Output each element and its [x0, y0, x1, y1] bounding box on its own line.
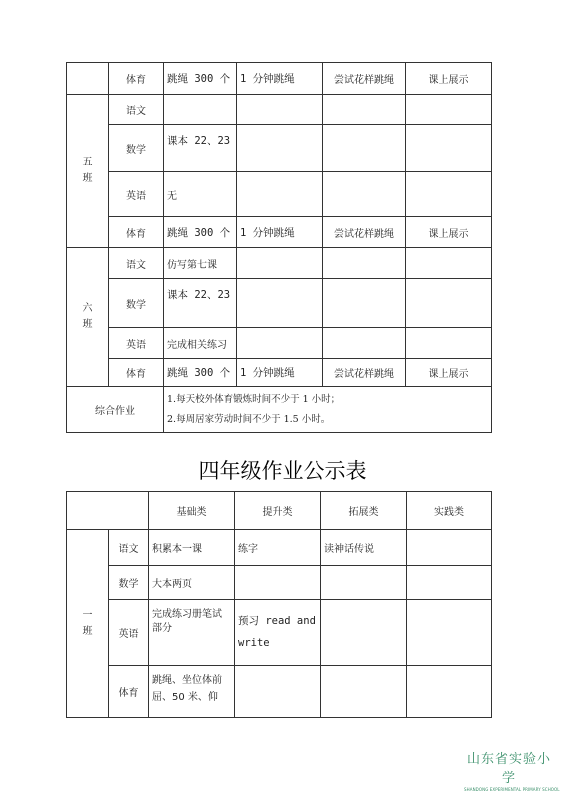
class-cell	[67, 63, 109, 95]
extend-cell	[323, 125, 406, 172]
school-logo-cn: 山东省实验小学	[466, 752, 551, 786]
basic-cell: 无	[164, 172, 237, 217]
improve-cell	[237, 248, 323, 279]
extend-cell: 尝试花样跳绳	[323, 217, 406, 248]
improve-cell: 练字	[235, 530, 321, 566]
table-row	[67, 566, 492, 600]
subject-cell: 数学	[109, 125, 164, 172]
subject-cell: 语文	[109, 248, 164, 279]
subject-cell: 体育	[109, 359, 164, 387]
improve-cell: 1 分钟跳绳	[237, 63, 323, 95]
table-row	[67, 172, 492, 217]
table-row	[67, 279, 492, 328]
subject-cell: 英语	[109, 600, 149, 666]
grade4-homework-table	[66, 491, 492, 718]
table-row	[67, 666, 492, 718]
header-basic: 基础类	[149, 492, 235, 530]
subject-cell: 数学	[109, 566, 149, 600]
header-row	[67, 492, 492, 530]
extend-cell	[323, 279, 406, 328]
extend-cell: 读神话传说	[321, 530, 407, 566]
basic-cell: 课本 22、23	[164, 279, 237, 328]
practice-cell	[407, 600, 492, 666]
practice-cell	[406, 279, 492, 328]
header-improve: 提升类	[235, 492, 321, 530]
improve-cell	[235, 566, 321, 600]
practice-cell	[406, 172, 492, 217]
improve-cell	[237, 279, 323, 328]
improve-cell	[237, 95, 323, 125]
subject-cell: 数学	[109, 279, 164, 328]
extend-cell	[323, 328, 406, 359]
table-row	[67, 63, 492, 95]
summary-content	[164, 387, 492, 433]
summary-label: 综合作业	[67, 387, 164, 433]
basic-cell: 课本 22、23	[164, 125, 237, 172]
improve-cell	[237, 125, 323, 172]
homework-table-continued	[66, 62, 492, 433]
class-name-cell: 五 班	[67, 95, 109, 248]
summary-row	[67, 387, 492, 433]
table-row	[67, 530, 492, 566]
basic-cell: 完成练习册笔试部分	[149, 600, 235, 666]
improve-cell: 预习 read and write	[235, 600, 321, 666]
extend-cell	[321, 600, 407, 666]
extend-cell	[323, 95, 406, 125]
basic-cell	[164, 95, 237, 125]
subject-cell: 英语	[109, 328, 164, 359]
header-extend: 拓展类	[321, 492, 407, 530]
practice-cell	[407, 530, 492, 566]
extend-cell	[321, 666, 407, 718]
basic-cell: 跳绳、坐位体前屈、50 米、仰	[149, 666, 235, 718]
basic-cell: 大本两页	[149, 566, 235, 600]
practice-cell	[406, 125, 492, 172]
extend-cell: 尝试花样跳绳	[323, 359, 406, 387]
table-row	[67, 359, 492, 387]
practice-cell	[406, 328, 492, 359]
page-title: 四年级作业公示表	[198, 459, 367, 483]
practice-cell	[407, 566, 492, 600]
extend-cell	[321, 566, 407, 600]
subject-cell: 体育	[109, 217, 164, 248]
table-row	[67, 125, 492, 172]
summary-line-1: 1.每天校外体育锻炼时间不少于 1 小时；	[167, 393, 341, 405]
basic-cell: 积累本一课	[149, 530, 235, 566]
practice-cell	[406, 95, 492, 125]
extend-cell	[323, 248, 406, 279]
improve-cell	[237, 172, 323, 217]
basic-cell: 仿写第七课	[164, 248, 237, 279]
extend-cell	[323, 172, 406, 217]
basic-cell: 完成相关练习	[164, 328, 237, 359]
basic-cell: 跳绳 300 个	[164, 217, 237, 248]
subject-cell: 语文	[109, 95, 164, 125]
improve-cell	[235, 666, 321, 718]
table-row	[67, 328, 492, 359]
improve-cell	[237, 328, 323, 359]
improve-cell: 1 分钟跳绳	[237, 217, 323, 248]
school-logo-en: SHANDONG EXPERIMENTAL PRIMARY SCHOOL	[464, 787, 560, 792]
header-practice: 实践类	[407, 492, 492, 530]
table-row	[67, 95, 492, 125]
basic-cell: 跳绳 300 个	[164, 63, 237, 95]
subject-cell: 语文	[109, 530, 149, 566]
subject-cell: 英语	[109, 172, 164, 217]
summary-line-2: 2.每周居家劳动时间不少于 1.5 小时。	[167, 413, 331, 425]
table-row	[67, 600, 492, 666]
corner-cell	[67, 492, 149, 530]
table-row	[67, 248, 492, 279]
subject-cell: 体育	[109, 666, 149, 718]
school-logo	[464, 748, 560, 792]
class-name-cell: 一 班	[67, 530, 109, 718]
extend-cell: 尝试花样跳绳	[323, 63, 406, 95]
improve-cell: 1 分钟跳绳	[237, 359, 323, 387]
subject-cell: 体育	[109, 63, 164, 95]
practice-cell	[406, 248, 492, 279]
practice-cell	[407, 666, 492, 718]
practice-cell: 课上展示	[406, 63, 492, 95]
practice-cell: 课上展示	[406, 217, 492, 248]
table-row	[67, 217, 492, 248]
basic-cell: 跳绳 300 个	[164, 359, 237, 387]
practice-cell: 课上展示	[406, 359, 492, 387]
class-name-cell: 六 班	[67, 248, 109, 387]
